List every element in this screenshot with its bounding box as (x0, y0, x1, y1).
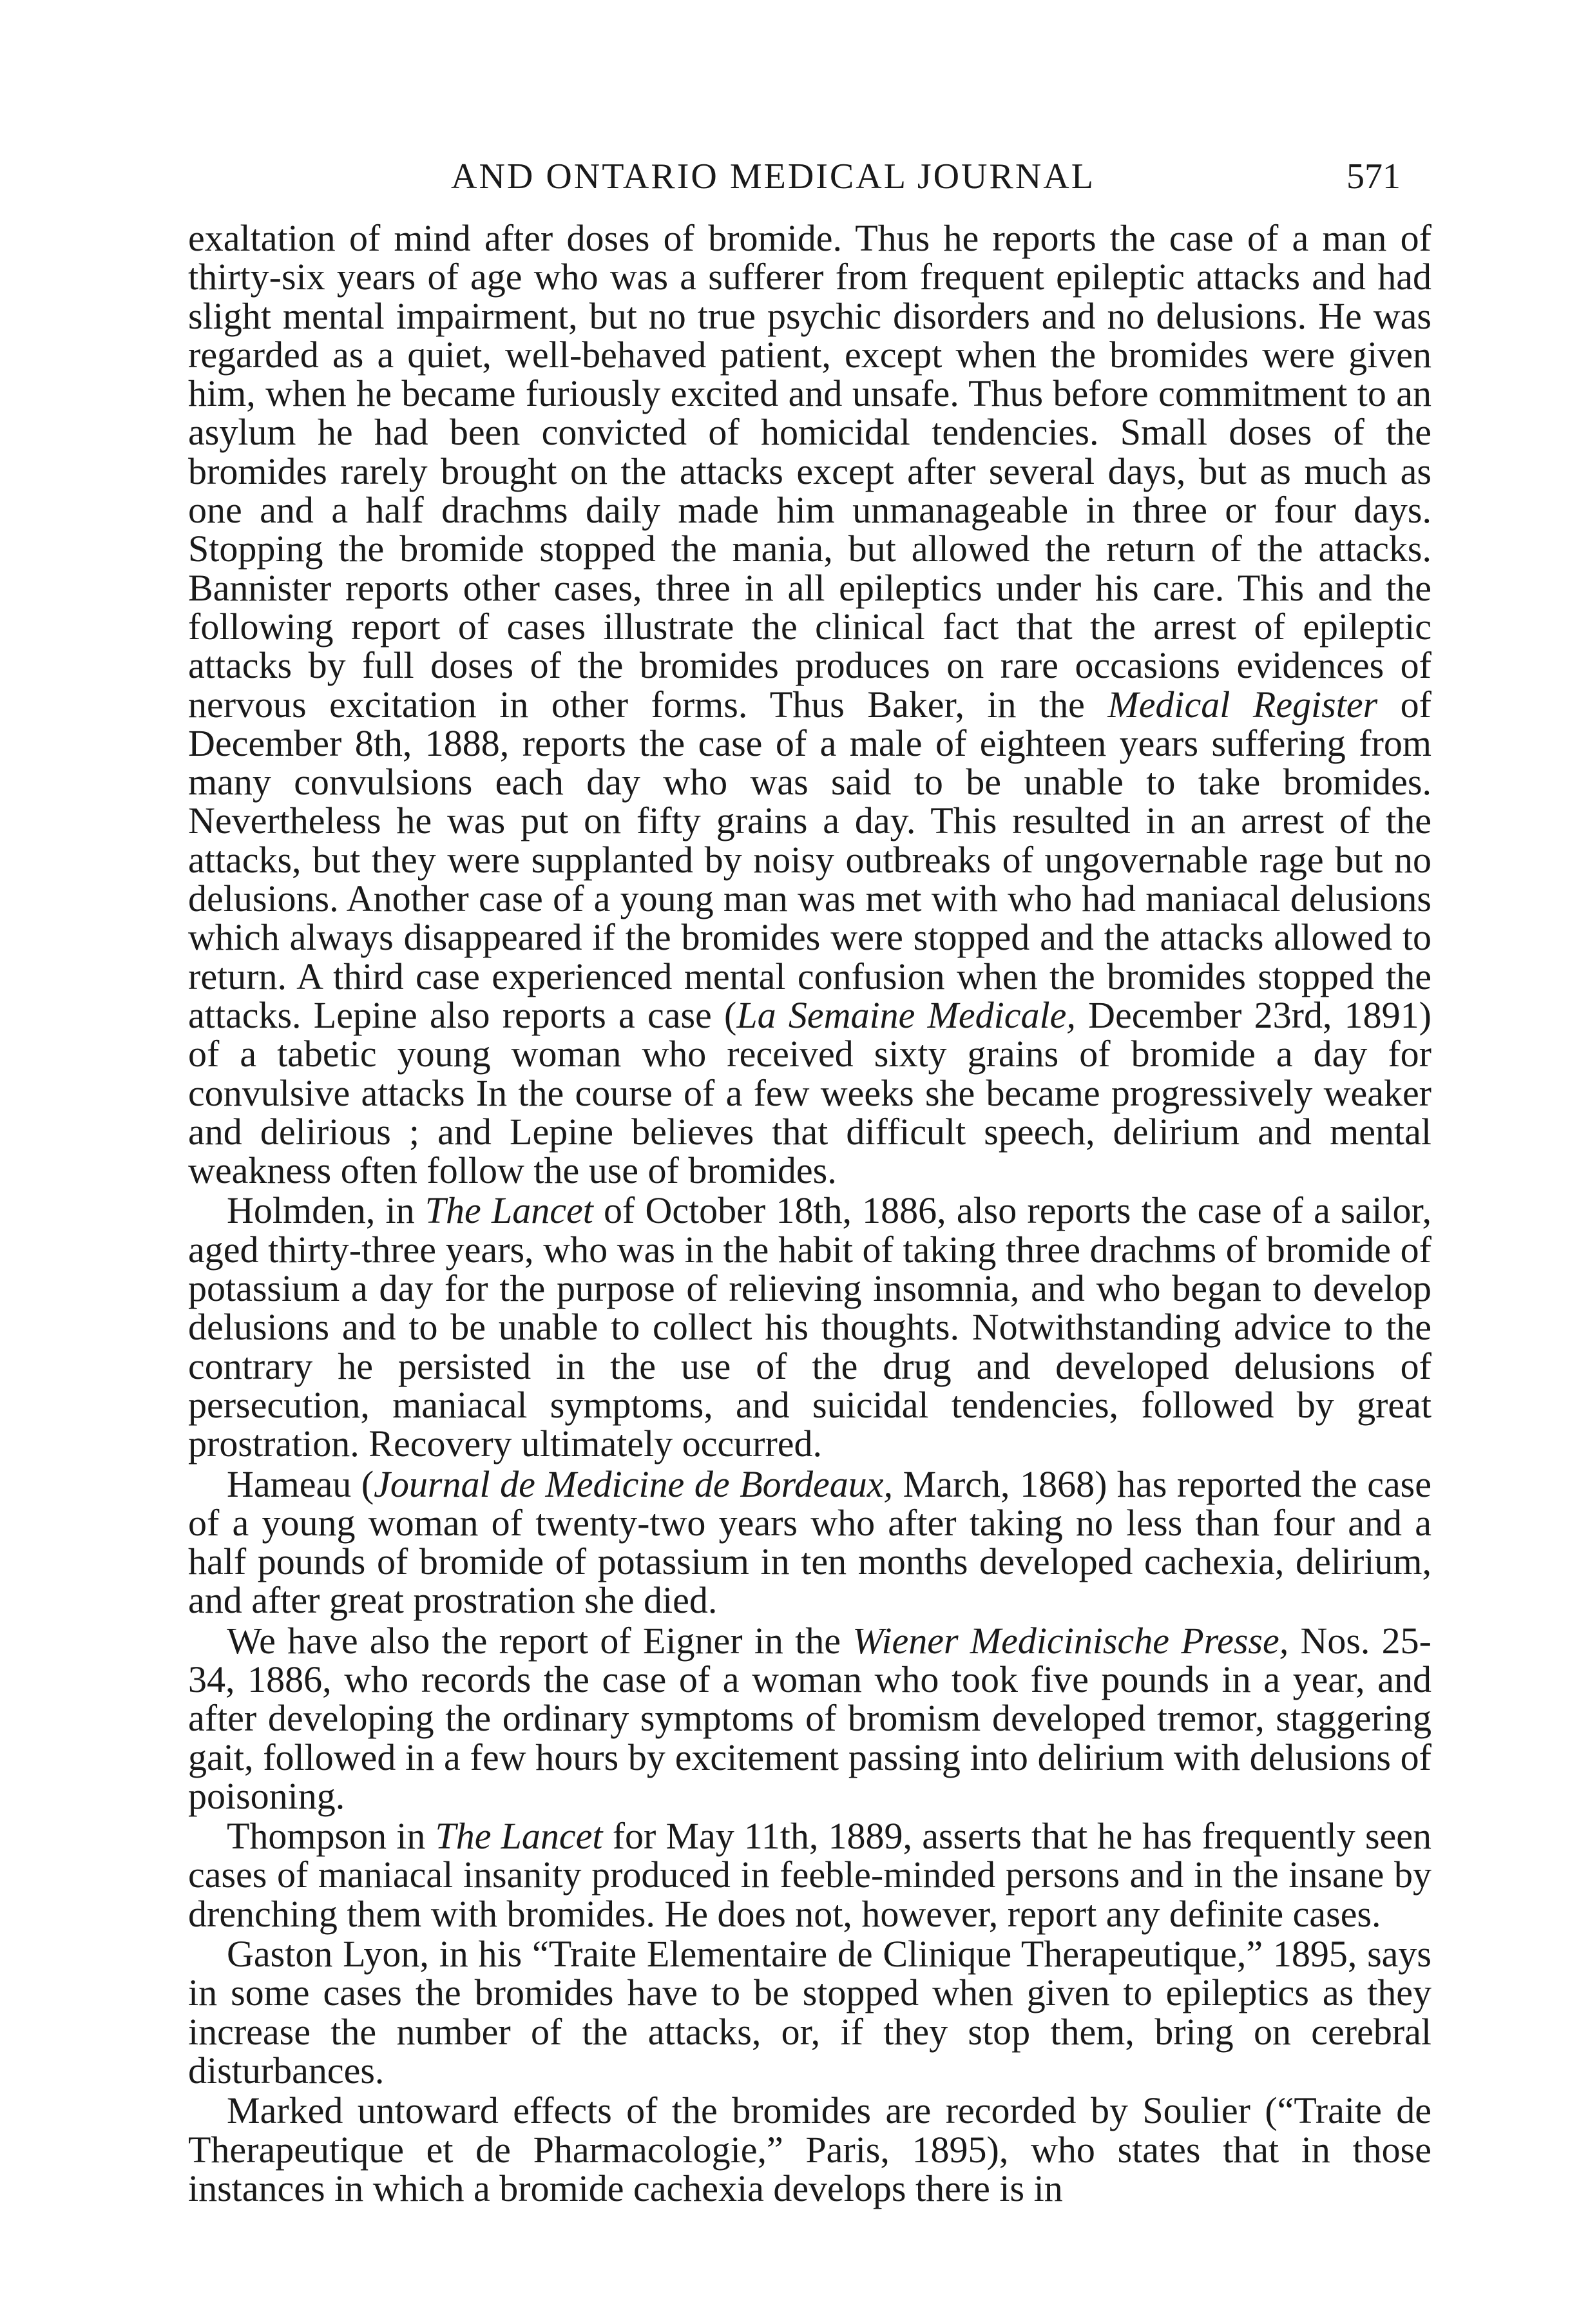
text-run: of October 18th, 1886, also reports the case of a sailor, aged thirty-three years, who was in the habit of taking three drachms of bromide of potassium a day for the purpose of relieving insomnia, and who began to develop delusions and to be unable to collect his thoughts. Notwithstanding advice to the contrary he persisted in the use of the drug and developed delusions of persecution, maniacal symptoms, and suicidal tendencies, followed by great prostration. Recovery ultimately occurred. (188, 1189, 1431, 1465)
italic-title: The Lancet (435, 1815, 603, 1858)
text-run: We have also the report of Eigner in the (227, 1619, 853, 1662)
text-run: Thompson in (227, 1815, 436, 1858)
paragraph (188, 1619, 1431, 1817)
paragraph (188, 1191, 1431, 1463)
text-run: Hameau ( (227, 1463, 374, 1505)
paragraph (188, 1935, 1431, 2090)
text-run: exaltation of mind after doses of bromide. Thus he reports the case of a man of thirty-six years of age who was a sufferer from frequent epileptic attacks and had slight mental impairment, but no true psychic disorders and no delusions. He was regarded as a quiet, well-behaved patient, except when the bromides were given him, when he became furiously excited and unsafe. Thus before commitment to an asylum he had been convicted of homicidal tendencies. Small doses of the bromides rarely brought on the attacks except after several days, but as much as one and a half drachms daily made him unmanageable in three or four days. Stopping the bromide stopped the mania, but allowed the return of the attacks. Bannister reports other cases, three in all epileptics under his care. This and the following report of cases illustrate the clinical fact that the arrest of epileptic attacks by full doses of the bromides produces on rare occasions evidences of nervous excitation in other forms. Thus Baker, in the (188, 217, 1431, 725)
paragraph (188, 2091, 1431, 2208)
text-run: of December 8th, 1888, reports the case of a male of eighteen years suffering from many convulsions each day who was said to be unable to take bromides. Nevertheless he was put on fifty grains a day. This resulted in an arrest of the attacks, but they were supplanted by noisy outbreaks of ungovernable rage but no delusions. Another case of a young man was met with who had maniacal delusions which always disappeared if the bromides were stopped and the attacks allowed to return. A third case experienced mental confusion when the bromides stopped the attacks. Lepine also reports a case ( (188, 683, 1431, 1036)
text-run: March, 1868) has reported the case of a young woman of twenty-two years who after taking no less than four and a half pounds of bromide of potassium in ten months developed cachexia, delirium, and after great prostration she died. (188, 1463, 1431, 1622)
text-run: Marked untoward effects of the bromides are recorded by Soulier (“Traite de Therapeutique et de Pharmacologie,” Paris, 1895), who states that in those instances in which a bromide cachexia develops there is in (188, 2089, 1431, 2209)
italic-title: The Lancet (425, 1189, 593, 1232)
text-run: Holmden, in (227, 1189, 425, 1232)
text-run: December 23rd, 1891) of a tabetic young woman who received sixty grains of bromide a day for convulsive attacks In the course of a few weeks she became progressively weaker and delirious ; and Lepine believes that difficult speech, delirium and mental weakness often follow the use of bromides. (188, 994, 1431, 1192)
italic-title: Journal de Medicine de Bordeaux, (374, 1463, 894, 1505)
paragraph (188, 1817, 1431, 1934)
paragraph (188, 219, 1431, 1190)
italic-title: Medical Register (1107, 683, 1378, 725)
running-head: AND ONTARIO MEDICAL JOURNAL (451, 157, 1095, 197)
text-run: Gaston Lyon, in his “Traite Elementaire de Clinique Therapeutique,” 1895, says in some cases the bromides have to be stopped when given to epileptics as they increase the number of the attacks, or, if they stop them, bring on cerebral disturbances. (188, 1933, 1431, 2091)
page-number: 571 (1346, 157, 1401, 197)
italic-title: Wiener Medicinische Presse, (852, 1619, 1289, 1662)
text-run: for May 11th, 1889, asserts that he has frequently seen cases of maniacal insanity produced in feeble-minded persons and in the insane by drenching them with bromides. He does not, however, report any definite cases. (188, 1815, 1432, 1935)
text-run: Nos. 25-34, 1886, who records the case of a woman who took five pounds in a year, and after developing the ordinary symptoms of bromism developed tremor, staggering gait, followed in a few hours by excitement passing into delirium with delusions of poisoning. (188, 1619, 1431, 1817)
paragraph (188, 1465, 1431, 1620)
body-text (188, 219, 1431, 2208)
italic-title: La Semaine Medicale, (736, 994, 1076, 1036)
